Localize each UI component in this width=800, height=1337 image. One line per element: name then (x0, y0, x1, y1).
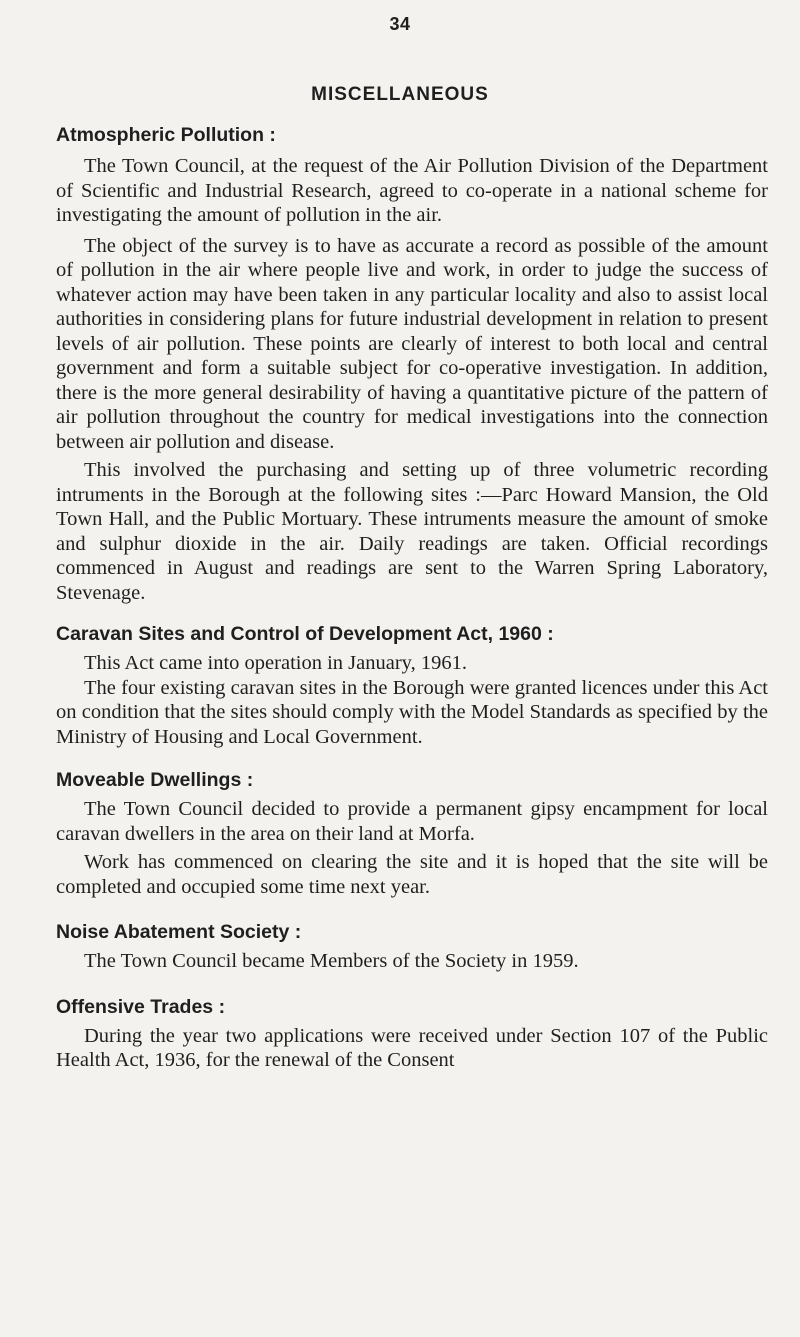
section-noise-abatement (56, 919, 768, 974)
section-heading: Atmospheric Pollution : (56, 124, 276, 146)
section-heading: Noise Abatement Society : (56, 921, 302, 943)
paragraph: During the year two applications were received under Section 107 of the Public Health Act, 1936, for the renewal of the Consent (56, 1024, 768, 1071)
page-number: 34 (389, 14, 411, 34)
paragraph: This involved the purchasing and setting up of three volumetric recording intruments in the Borough at the following sites :—Parc Howard Mansion, the Old Town Hall, and the Public Mortuary. These intruments measure the amount of smoke and sulphur dioxide in the air. Daily readings are taken. Official recordings commenced in August and readings are sent to the Warren Spring Laboratory, Stevenage. (56, 459, 768, 604)
section-moveable-dwellings (56, 767, 768, 899)
paragraph: The Town Council decided to provide a permanent gipsy encampment for local caravan dwellers in the area on their land at Morfa. (56, 798, 768, 845)
paragraph: The Town Council became Members of the Society in 1959. (84, 950, 579, 972)
section-offensive-trades (56, 994, 768, 1073)
document-body (56, 122, 768, 1089)
paragraph: The Town Council, at the request of the Air Pollution Division of the Department of Scientific and Industrial Research, agreed to co-operate in a national scheme for investigating the amount of pollution in the air. (56, 155, 768, 226)
section-atmospheric-pollution (56, 122, 768, 605)
section-heading: Caravan Sites and Control of Development Act, 1960 : (56, 623, 554, 645)
paragraph: The four existing caravan sites in the Borough were granted licences under this Act on condition that the sites should comply with the Model Standards as specified by the Ministry of Housing and Local Government. (56, 676, 768, 748)
paragraph: This Act came into operation in January, 1961. (84, 652, 467, 674)
paragraph: Work has commenced on clearing the site and it is hoped that the site will be completed and occupied some time next year. (56, 851, 768, 898)
section-heading: Offensive Trades : (56, 995, 226, 1018)
paragraph: The object of the survey is to have as accurate a record as possible of the amount of pollution in the air where people live and work, in order to judge the success of whatever action may have been taken in any particular locality and also to assist local authorities in considering plans for future industrial development in relation to present levels of air pollution. These points are clearly of interest to both local and central government and form a suitable subject for co-operative investigation. In addition, there is the more general desirability of having a quantitative picture of the pattern of air pollution throughout the country for medical investigations into the connection between air pollution and disease. (56, 234, 768, 453)
page-title: MISCELLANEOUS (311, 84, 489, 105)
section-caravan-sites (56, 621, 768, 749)
section-heading: Moveable Dwellings : (56, 769, 254, 791)
